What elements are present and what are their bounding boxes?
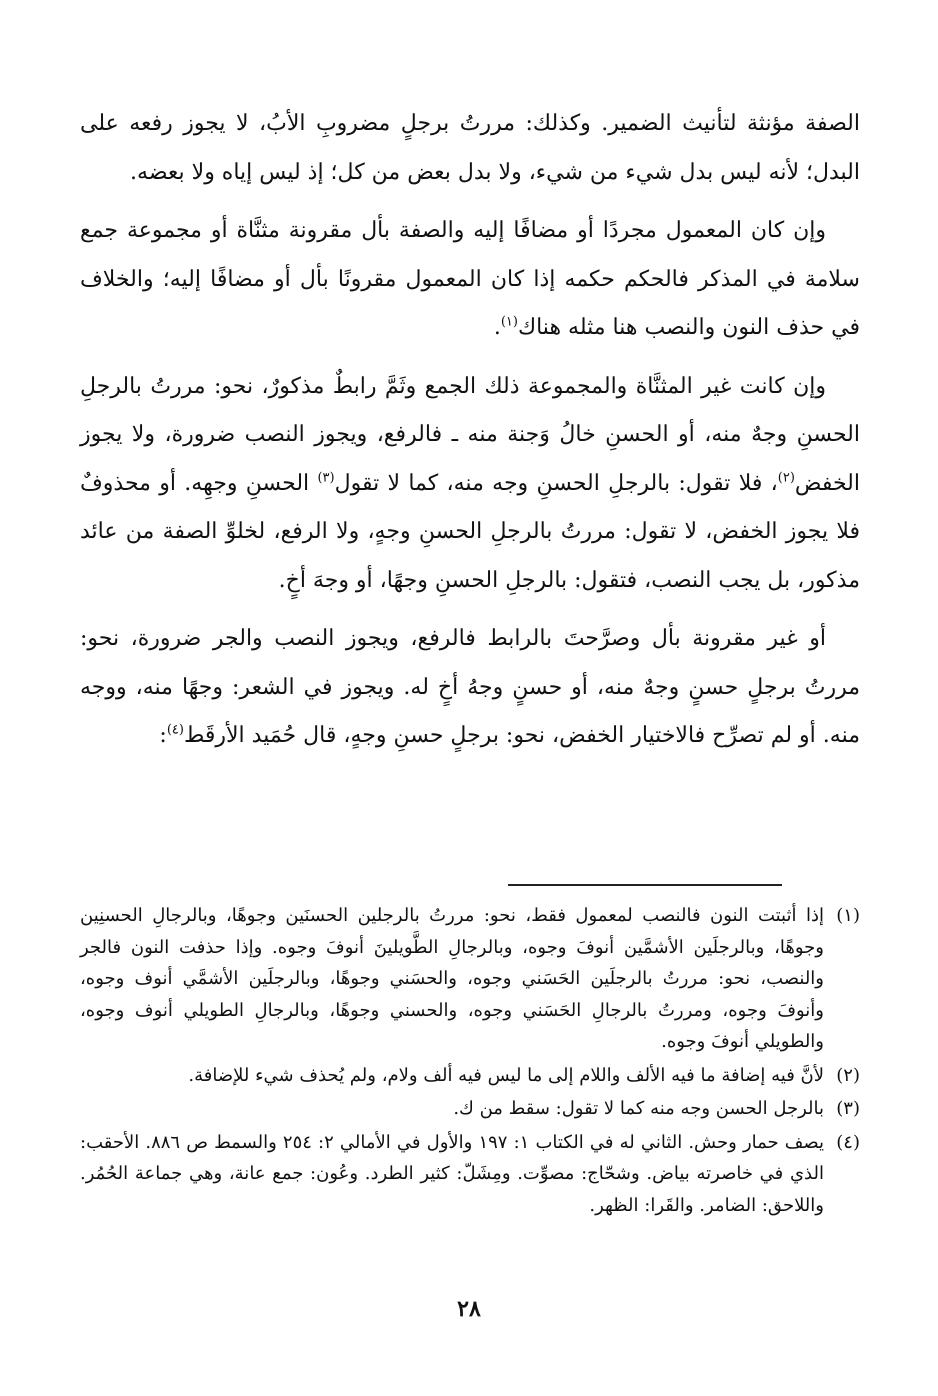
footnote-2-text: لأنَّ فيه إضافة ما فيه الألف واللام إلى ما ليس فيه ألف ولام، ولم يُحذف شيء للإضافة. — [188, 1064, 824, 1086]
footnote-divider — [508, 884, 782, 886]
paragraph-2-end: . — [493, 315, 501, 340]
footnote-1-number: (١) — [836, 905, 860, 926]
page-number: ٢٨ — [457, 1296, 481, 1322]
footnote-4-text: يصف حمار وحش. الثاني له في الكتاب ١: ١٩٧ والأول في الأمالي ٢: ٢٥٤ والسمط ص ٨٨٦. الأحقب: الذي في خاصرته بياض. وشحّاج: مصوِّت. ومِشَلّ: كثير الطرد. وعُون: جمع عانة، وهي جماعة الحُمُر. واللاحق: الضامر. والقَرا: الظهر. — [80, 1131, 825, 1216]
footnote-1 — [80, 900, 860, 1058]
footnote-3-text: بالرجل الحسن وجه منه كما لا تقول: سقط من ك. — [453, 1098, 824, 1119]
paragraph-3-text-c: الحسنِ وجهِه. أو محذوفٌ فلا يجوز الخفض، لا تقول: مررتُ بالرجلِ الحسنِ وجهٍ، ولا الرفع، لخلوِّ الصفة من عائد مذكور، بل يجب النصب، فتقول: بالرجلِ الحسنِ وجهًا، أو وجهَ أخٍ. — [80, 470, 860, 593]
paragraph-2 — [80, 207, 860, 353]
paragraph-4-text: أو غير مقرونة بأل وصرَّحتَ بالرابط فالرفع، ويجوز النصب والجر ضرورة، نحو: مررتُ برجلٍ حسنٍ وجهٌ منه، أو حسنٍ وجهُ أخٍ له. ويجوز في الشعر: وجهًا منه، ووجه منه. أو لم تصرِّح فالاختيار الخفض، نحو: برجلٍ حسنِ وجهٍ، قال حُمَيد الأرقَط — [80, 626, 860, 748]
main-text — [80, 100, 860, 771]
footnote-1-text: إذا أثبتت النون فالنصب لمعمول فقط، نحو: مررتُ بالرجلين الحسنَين وجوهًا، وبالرجالِ الحسنِين وجوهًا، وبالرجلَين الأشمَّين أنوفَ وجوه، وبالرجالِ الطَّويلينَ أنوفَ وجوه. وإذا حذفت النون فالجر والنصب، نحو: مررتُ بالرجلَين الحَسَني وجوه، والحسَني وجوهًا، وبالرجلَين الأشمَّي أنوف وجوه، وأنوفَ وجوه، ومررتُ بالرجالِ الحَسَني وجوه، والحسني وجوهًا، وبالرجالِ الطويلي أنوف وجوه، والطويلي أنوفَ وجوه. — [80, 905, 824, 1052]
footnote-ref-4: (٤) — [166, 722, 184, 738]
footnotes — [80, 900, 860, 1223]
paragraph-4-end: : — [159, 723, 167, 748]
footnote-ref-3: (٣) — [317, 470, 335, 486]
paragraph-3-text-b: ، فلا تقول: بالرجلِ الحسنِ وجه منه، كما لا تقول — [334, 470, 778, 496]
paragraph-3-text-a: وإن كانت غير المثنَّاة والمجموعة ذلك الجمع وثَمَّ رابطٌ مذكورٌ، نحو: مررتُ بالرجلِ الحسنِ وجهٌ منه، أو الحسنِ خالُ وَجنة منه ـ فالرفع، ويجوز النصب ضرورة، ولا يجوز الخفض — [80, 373, 860, 496]
paragraph-1 — [80, 100, 860, 197]
paragraph-3 — [80, 363, 860, 606]
footnote-3 — [80, 1093, 860, 1125]
footnote-4-number: (٤) — [836, 1131, 860, 1153]
paragraph-1-text: الصفة مؤنثة لتأنيث الضمير. وكذلك: مررتُ برجلٍ مضروبِ الأبُ، لا يجوز رفعه على البدل؛ لأنه ليس بدل شيء من شيء، ولا بدل بعض من كل؛ إذ ليس إياه ولا بعضه. — [80, 111, 860, 185]
footnote-ref-2: (٢) — [777, 470, 795, 486]
paragraph-4 — [80, 615, 860, 761]
footnote-4 — [80, 1127, 860, 1222]
footnote-2 — [80, 1060, 860, 1092]
footnote-ref-1: (١) — [500, 314, 518, 330]
paragraph-2-text: وإن كان المعمول مجردًا أو مضافًا إليه والصفة بأل مقرونة مثنَّاة أو مجموعة جمع سلامة في المذكر فالحكم حكمه إذا كان المعمول مقرونًا بأل أو مضافًا إليه؛ والخلاف في حذف النون والنصب هنا مثله هناك — [80, 218, 860, 340]
footnote-2-number: (٢) — [836, 1064, 860, 1086]
footnote-3-number: (٣) — [836, 1098, 860, 1119]
